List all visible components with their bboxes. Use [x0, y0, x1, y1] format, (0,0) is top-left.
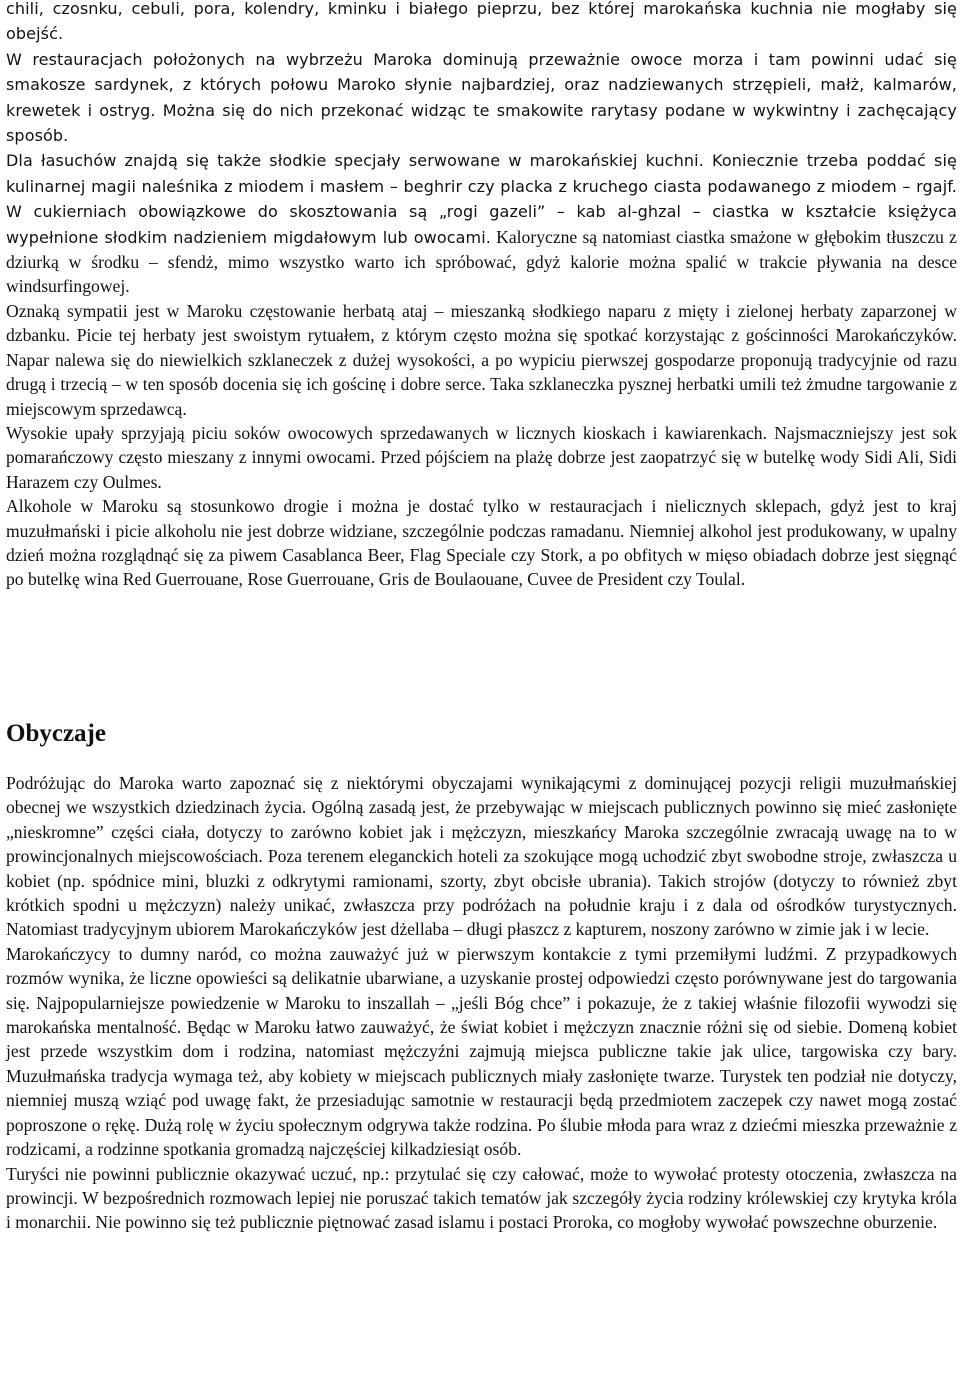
paragraph — [6, 771, 957, 942]
sentence: Koniecznie trzeba poddać się kulinarnej magii naleśnika z miodem i masłem – beghrir czy placka z kruchego ciasta podawanego z miodem – rgajf. — [6, 151, 957, 196]
sentence: Dla łasuchów znajdą się także słodkie specjały serwowane w marokańskiej kuchni. — [6, 151, 704, 171]
cuisine-section — [6, 0, 957, 592]
sentence: W restauracjach położonych na wybrzeżu Maroka dominują przeważnie owoce morza i tam powinni udać się smakosze sardynek, z których połowu Maroko słynie najbardziej, oraz nadziewanych strzępieli, małż, kalmarów, krewetek i ostryg. — [6, 49, 957, 120]
sentence: Najsmaczniejszy jest sok pomarańczowy często mieszany z innymi owocami. — [6, 422, 958, 468]
sentence: Niemniej alkohol jest produkowany, w upalny dzień można rozglądnąć się za piwem Casablanca Beer, Flag Speciale czy Stork, a po obfitych w mięso obiadach dobrze jest sięgnąć po butelkę wina Red Guerrouane, Rose Guerrouane, Gris de Boulaouane, Cuvee de President czy Toulal. — [6, 520, 957, 590]
sentence: Najpopularniejsze powiedzenie w Maroku to inszallah – „jeśli Bóg chce” i pokazuje, że z takiej właśnie filozofii wywodzi się marokańska mentalność. — [6, 992, 957, 1038]
sentence: Można się do nich przekonać widząc te smakowite rarytasy podane w wykwintny i zachęcający sposób. — [6, 100, 957, 146]
sentence: Będąc w Maroku łatwo zauważyć, że świat kobiet i mężczyzn znacznie różni się od siebie. — [181, 1017, 843, 1038]
sentence: Natomiast tradycyjnym ubiorem Marokańczyków jest dżellaba – długi płaszcz z kapturem, noszony zarówno w zimie jak i w lecie. — [6, 919, 930, 940]
sentence: Alkohole w Maroku są stosunkowo drogie i można je dostać tylko w restauracjach i nielicznych sklepach, gdyż jest to kraj muzułmański i picie alkoholu nie jest dobrze widziane, szczególnie podczas ramadanu. — [6, 496, 957, 541]
sentence: Turystek ten podział nie dotyczy, niemniej muszą wziąć pod uwagę fakt, że przesiadując samotnie w restauracji będą przedmiotem zaczepek czy nawet mogą zostać poproszone o rękę. — [6, 1065, 957, 1135]
sentence: Wysokie upały sprzyjają piciu soków owocowych sprzedawanych w licznych kioskach i kawiarenkach. — [6, 422, 767, 443]
sentence: W bezpośrednich rozmowach lepiej nie poruszać takich tematów jak szczegóły życia rodziny królewskiej czy krytyka króla i monarchii. — [6, 1187, 957, 1233]
sentence: Takich strojów (dotyczy to również zbyt krótkich spodni u mężczyzn) należy unikać, zwłaszcza przy podróżach na południe kraju i z dala od ośrodków turystycznych. — [6, 870, 957, 916]
sentence: Turyści nie powinni publicznie okazywać uczuć, np.: przytulać się czy całować, może to wywołać protesty otoczenia, zwłaszcza na prowincji. — [6, 1163, 957, 1208]
sentence: Ogólną zasadą jest, że przebywając w miejscach publicznych powinno się mieć zasłonięte „nieskromne” części ciała, dotyczy to zarówno kobiet jak i mężczyzn, mieszkańcy Maroka szczególnie zwracają uwagę na to w prowincjonalnych miejscowościach. — [6, 797, 957, 867]
sentence: Poza terenem eleganckich hoteli za szokujące mogą uchodzić zbyt swobodne stroje, zwłaszcza u kobiet (np. spódnice mini, bluzki z odkrytymi ramionami, szorty, zbyt obcisłe ubrania). — [6, 846, 957, 891]
sentence: Napar nalewa się do niewielkich szklaneczek z dużej wysokości, a po wypiciu pierwszej gospodarze proponują tradycyjnie od razu drugą i trzecią – w ten sposób docenia się ich gościnę i dobre serce. — [6, 349, 957, 395]
sentence: chili, czosnku, cebuli, pora, kolendry, kminku i białego pieprzu, bez której marokańska kuchnia nie mogłaby się obejść. — [6, 0, 957, 44]
sentence: Nie powinno się też publicznie piętnować zasad islamu i postaci Proroka, co mogłoby wywołać powszechne oburzenie. — [91, 1212, 938, 1233]
sentence: Kaloryczne są natomiast ciastka smażone w głębokim tłuszczu z dziurką w środku – sfendż, mimo wszystko warto ich spróbować, gdyż kalorie można spalić w trakcie pływania na desce windsurfingowej. — [6, 226, 957, 297]
paragraph — [6, 299, 957, 421]
customs-section — [6, 771, 957, 1235]
paragraph — [6, 494, 957, 592]
sentence: Taka szklaneczka pysznej herbatki umili też żmudne targowanie z miejscowym sprzedawcą. — [6, 374, 958, 419]
sentence: Picie tej herbaty jest swoistym rytuałem, z którym często można się spotkać korzystając z gościnności Marokańczyków. — [70, 325, 957, 346]
section-heading: Obyczaje — [6, 720, 106, 747]
sentence: Muzułmańska tradycja wymaga też, aby kobiety w miejscach publicznych miały zasłonięte twarze. — [6, 1065, 715, 1086]
paragraph — [6, 421, 957, 494]
sentence: Domeną kobiet jest przede wszystkim dom i rodzina, natomiast mężczyźni zajmują miejsca publiczne takie jak ulice, targowiska czy bary. — [6, 1017, 958, 1062]
paragraph — [6, 47, 957, 149]
sentence: W cukierniach obowiązkowe do skosztowania są „rogi gazeli” – kab al-ghzal – ciastka w kształcie księżyca wypełnione słodkim nadzieniem migdałowym lub owocami. — [6, 202, 957, 247]
sentence: Dużą rolę w życiu społecznym odgrywa także rodzina. — [139, 1114, 533, 1135]
sentence: Marokańczycy to dumny naród, co można zauważyć już w pierwszym kontakcie z tymi przemiłymi ludźmi. — [6, 943, 818, 964]
sentence: Podróżując do Maroka warto zapoznać się z niektórymi obyczajami wynikającymi z dominującej pozycji religii muzułmańskiej obecnej we wszystkich dziedzinach życia. — [6, 773, 957, 818]
sentence: Oznaką sympatii jest w Maroku częstowanie herbatą ataj – mieszanką słodkiego naparu z mięty i zielonej herbaty zaparzonej w dzbanku. — [6, 300, 957, 346]
sentence: Po ślubie młoda para wraz z dziećmi mieszka przeważnie z rodzicami, a rodzinne spotkania gromadzą najczęściej kilkadziesiąt osób. — [6, 1114, 958, 1160]
paragraph — [6, 1162, 957, 1235]
paragraph — [6, 942, 957, 1162]
sentence: Przed pójściem na plażę dobrze jest zaopatrzyć się w butelkę wody Sidi Ali, Sidi Harazem czy Oulmes. — [6, 447, 957, 492]
paragraph — [6, 148, 957, 298]
paragraph — [6, 0, 957, 47]
sentence: Z przypadkowych rozmów wynika, że liczne opowieści są delikatnie ubarwiane, a uzyskanie prostej odpowiedzi często porównywane jest do targowania się. — [6, 943, 957, 1013]
